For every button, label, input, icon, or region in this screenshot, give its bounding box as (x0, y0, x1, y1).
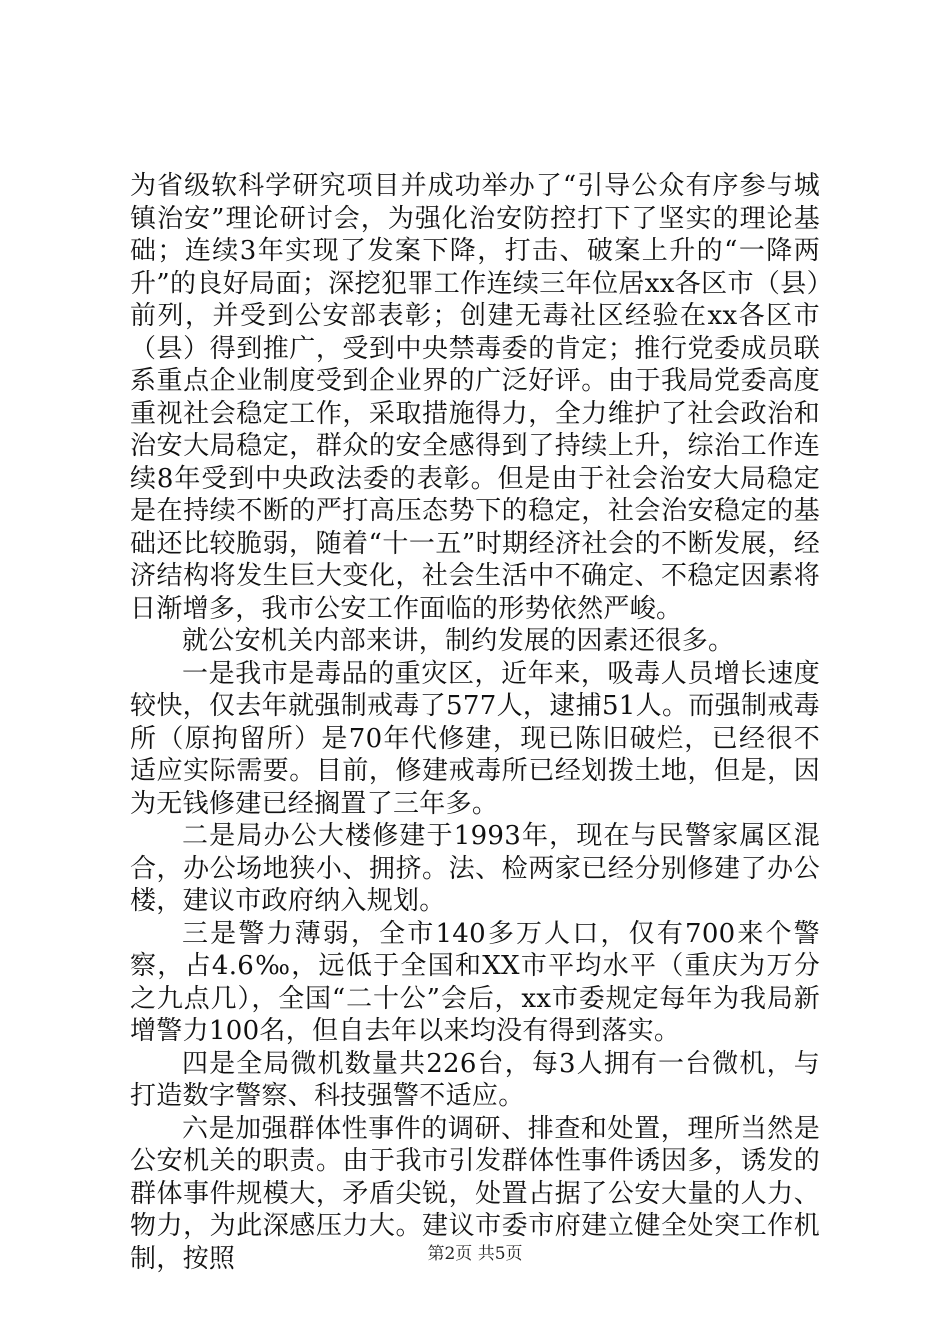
paragraph-point-two: 二是局办公大楼修建于1993年，现在与民警家属区混合，办公场地狭小、拥挤。法、检两家已经分别修建了办公楼，建议市政府纳入规划。 (130, 821, 820, 916)
paragraph-point-six: 六是加强群体性事件的调研、排查和处置，理所当然是公安机关的职责。由于我市引发群体性事件诱因多，诱发的群体事件规模大，矛盾尖锐，处置占据了公安大量的人力、物力，为此深感压力大。建议市委市府建立健全处突工作机制，按照 (130, 1113, 820, 1274)
paragraph-point-three: 三是警力薄弱，全市140多万人口，仅有700来个警察，占4.6‰，远低于全国和XX市平均水平（重庆为万分之九点几），全国“二十公”会后，xx市委规定每年为我局新增警力100名，但自去年以来均没有得到落实。 (130, 918, 820, 1046)
paragraph-continued: 为省级软科学研究项目并成功举办了“引导公众有序参与城镇治安”理论研讨会，为强化治安防控打下了坚实的理论基础；连续3年实现了发案下降，打击、破案上升的“一降两升”的良好局面；深挖犯罪工作连续三年位居xx各区市（县）前列，并受到公安部表彰；创建无毒社区经验在xx各区市（县）得到推广，受到中央禁毒委的肯定；推行党委成员联系重点企业制度受到企业界的广泛好评。由于我局党委高度重视社会稳定工作，采取措施得力，全力维护了社会政治和治安大局稳定，群众的安全感得到了持续上升，综治工作连续8年受到中央政法委的表彰。但是由于社会治安大局稳定是在持续不断的严打高压态势下的稳定，社会治安稳定的基础还比较脆弱，随着“十一五”时期经济社会的不断发展，经济结构将发生巨大变化，社会生活中不确定、不稳定因素将日渐增多，我市公安工作面临的形势依然严峻。 (130, 171, 820, 624)
page-number-footer: 第2页 共5页 (427, 1244, 523, 1264)
paragraph-internal-factors: 就公安机关内部来讲，制约发展的因素还很多。 (182, 626, 735, 656)
paragraph-point-one: 一是我市是毒品的重灾区，近年来，吸毒人员增长速度较快，仅去年就强制戒毒了577人，逮捕51人。而强制戒毒所（原拘留所）是70年代修建，现已陈旧破烂，已经很不适应实际需要。目前，修建戒毒所已经划拨土地，但是，因为无钱修建已经搁置了三年多。 (130, 658, 820, 819)
document-body (130, 170, 820, 1275)
paragraph-point-four: 四是全局微机数量共226台，每3人拥有一台微机，与打造数字警察、科技强警不适应。 (130, 1048, 820, 1111)
